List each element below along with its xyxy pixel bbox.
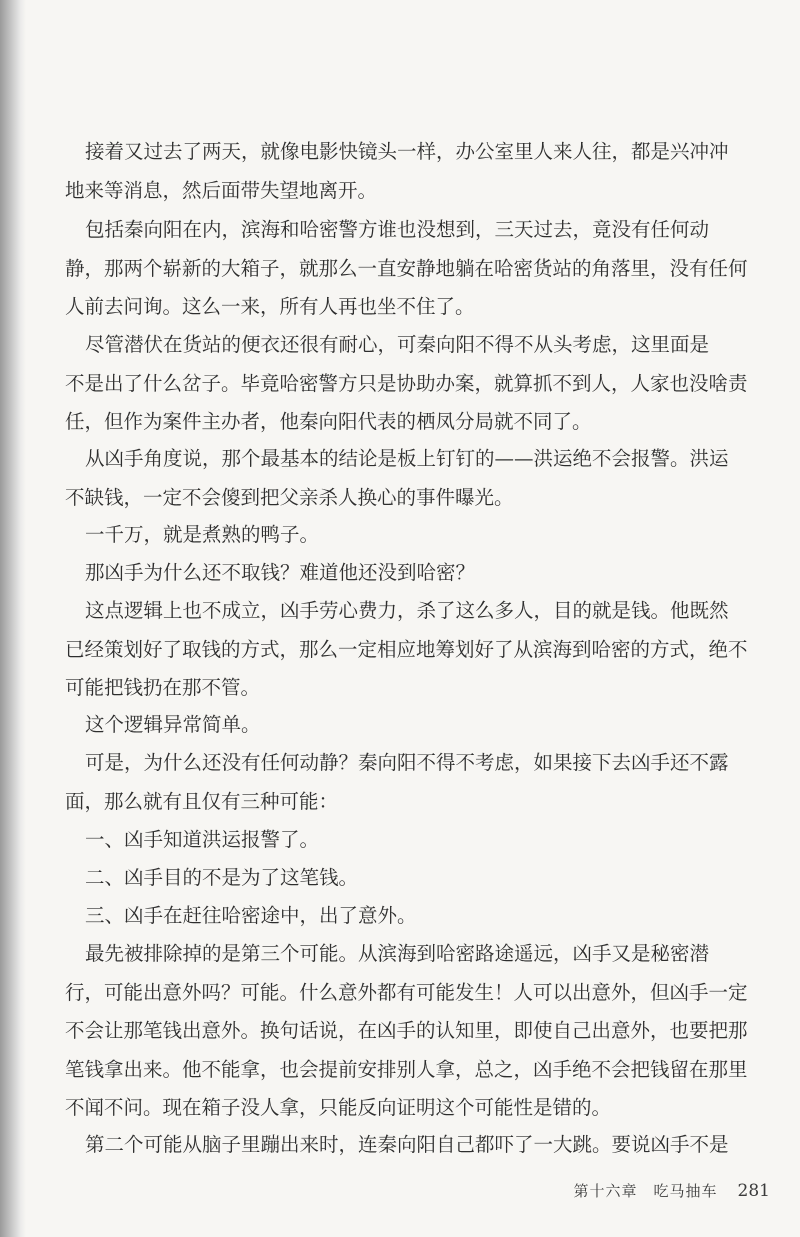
paragraph-3 — [65, 326, 748, 442]
text-line: 人前去问询。这么一来，所有人再也坐不住了。 — [65, 295, 475, 318]
text-line: 一千万，就是煮熟的鸭子。 — [85, 523, 320, 546]
text-line: 不闻不问。现在箱子没人拿，只能反向证明这个可能性是错的。 — [65, 1096, 612, 1119]
paragraph-7 — [65, 592, 748, 708]
text-line: 接着又过去了两天，就像电影快镜头一样，办公室里人来人往，都是兴冲冲 — [85, 140, 729, 163]
text-line: 尽管潜伏在货站的便衣还很有耐心，可秦向阳不得不从头考虑，这里面是 — [85, 333, 710, 356]
paragraph-2 — [65, 211, 748, 327]
text-line: 不会让那笔钱出意外。换句话说，在凶手的认知里，即使自己出意外，也要把那 — [65, 1019, 748, 1042]
text-line: 行，可能出意外吗？可能。什么意外都有可能发生！人可以出意外，但凶手一定 — [65, 980, 748, 1004]
text-line: 最先被排除掉的是第三个可能。从滨海到哈密路途遥远，凶手又是秘密潜 — [85, 942, 710, 965]
running-footer-chapter: 第十六章 吃马抽车 — [573, 1182, 718, 1200]
text-line: 二、凶手目的不是为了这笔钱。 — [85, 866, 359, 889]
paragraph-9 — [65, 744, 745, 821]
paragraph-5 — [85, 516, 745, 555]
text-line: 任，但作为案件主办者，他秦向阳代表的栖凤分局就不同了。 — [65, 410, 592, 433]
text-line: 静，那两个崭新的大箱子，就那么一直安静地躺在哈密货站的角落里，没有任何 — [65, 256, 748, 280]
text-line: 已经策划好了取钱的方式，那么一定相应地筹划好了从滨海到哈密的方式，绝不 — [65, 637, 748, 661]
paragraph-14 — [85, 1126, 745, 1165]
text-line: 这个逻辑异常简单。 — [85, 713, 261, 736]
text-line: 不是出了什么岔子。毕竟哈密警方只是协助办案，就算抓不到人，人家也没啥责 — [65, 371, 748, 395]
paragraph-11 — [85, 859, 745, 898]
page-footer — [574, 1180, 770, 1210]
paragraph-13 — [65, 935, 748, 1128]
text-line: 不缺钱，一定不会傻到把父亲杀人换心的事件曝光。 — [65, 485, 514, 509]
text-line: 面，那么就有且仅有三种可能： — [65, 789, 339, 813]
text-line: 第二个可能从脑子里蹦出来时，连秦向阳自己都吓了一大跳。要说凶手不是 — [85, 1133, 729, 1156]
text-line: 可是，为什么还没有任何动静？秦向阳不得不考虑，如果接下去凶手还不露 — [85, 751, 729, 774]
text-line: 包括秦向阳在内，滨海和哈密警方谁也没想到，三天过去，竟没有任何动 — [85, 218, 710, 241]
paragraph-12 — [85, 897, 745, 936]
text-line: 从凶手角度说，那个最基本的结论是板上钉钉的——洪运绝不会报警。洪运 — [85, 447, 729, 470]
page-number: 281 — [737, 1181, 770, 1201]
text-line: 那凶手为什么还不取钱？难道他还没到哈密？ — [85, 561, 476, 584]
text-line: 地来等消息，然后面带失望地离开。 — [65, 178, 378, 202]
text-line: 三、凶手在赶往哈密途中，出了意外。 — [85, 904, 417, 927]
text-line: 笔钱拿出来。他不能拿，也会提前安排别人拿，总之，凶手绝不会把钱留在那里 — [65, 1057, 748, 1081]
paragraph-4 — [65, 440, 745, 517]
text-line: 一、凶手知道洪运报警了。 — [85, 828, 320, 851]
paragraph-8 — [85, 706, 745, 745]
paragraph-6 — [85, 554, 745, 593]
text-line: 可能把钱扔在那不管。 — [65, 676, 261, 699]
paragraph-10 — [85, 821, 745, 860]
text-line: 这点逻辑上也不成立，凶手劳心费力，杀了这么多人，目的就是钱。他既然 — [85, 599, 729, 622]
paragraph-1 — [65, 133, 745, 210]
